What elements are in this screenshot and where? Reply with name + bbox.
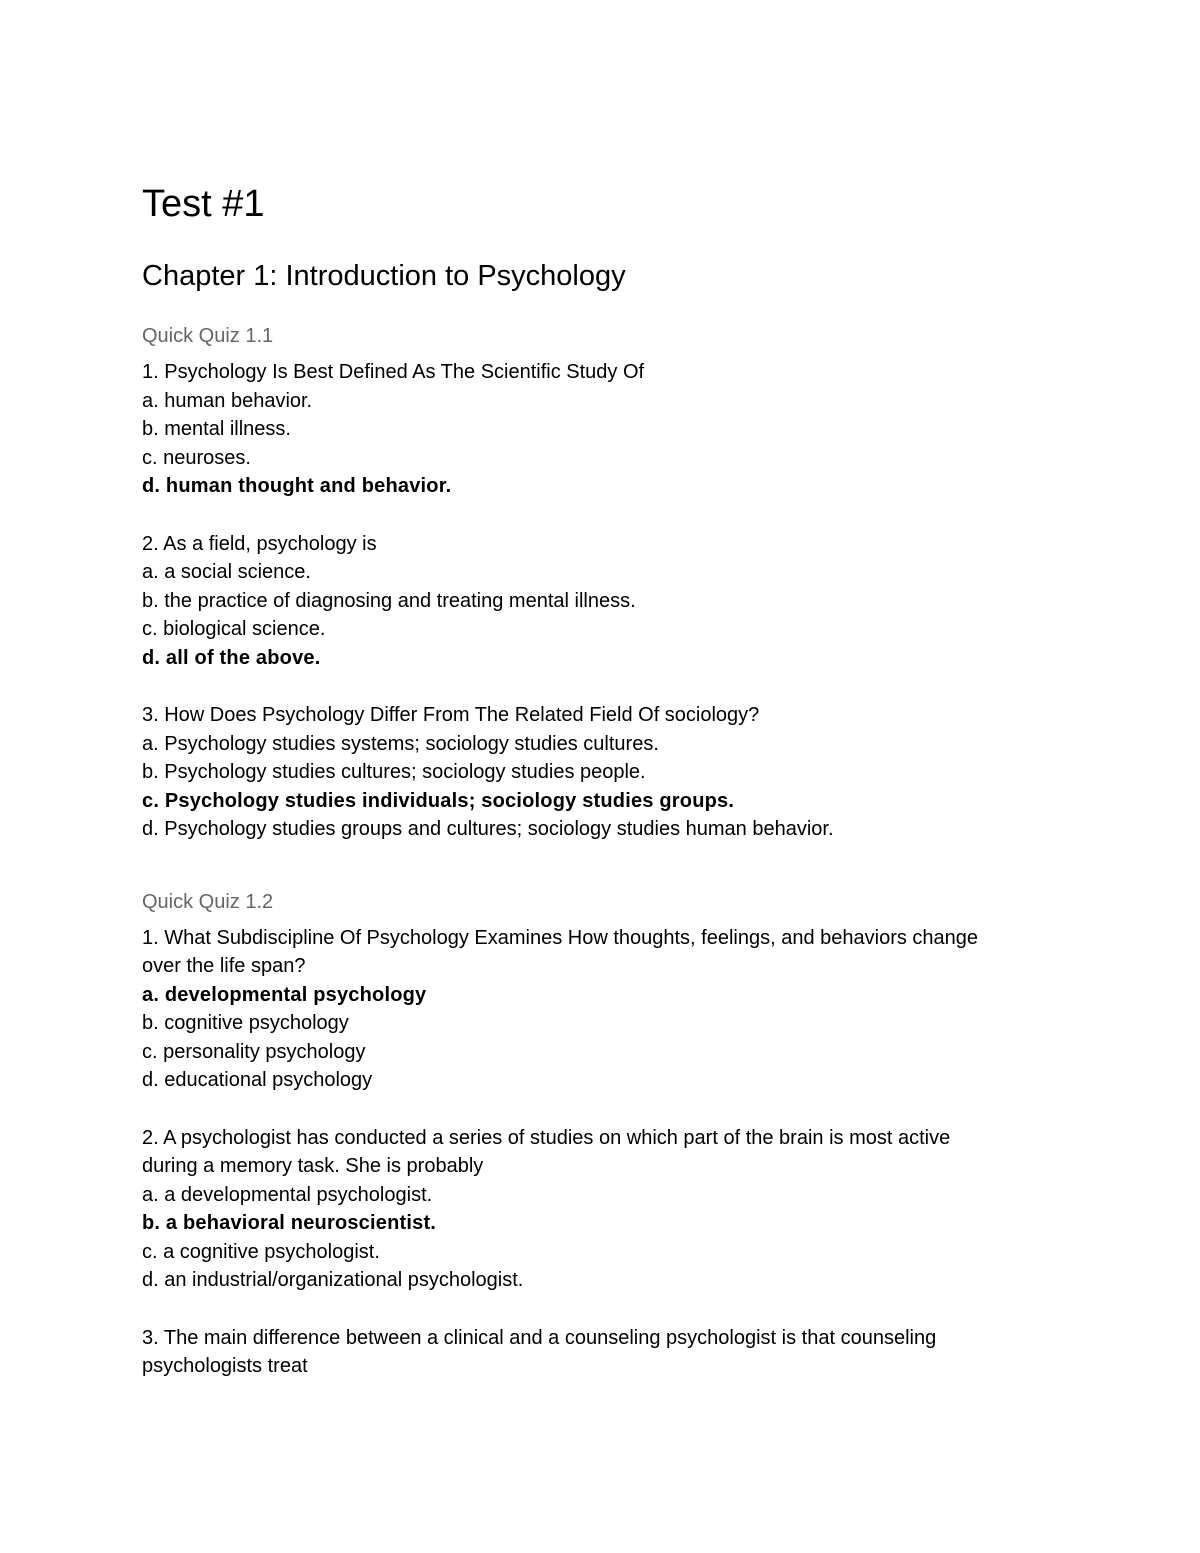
question-stem: 1. What Subdiscipline Of Psychology Examines How thoughts, feelings, and behaviors change	[142, 926, 979, 949]
quiz-heading: Quick Quiz 1.2	[142, 890, 274, 913]
quiz-section-1-2	[142, 888, 1062, 1381]
answer-option-d: d. educational psychology	[142, 1069, 373, 1091]
answer-option-a: a. Psychology studies systems; sociology studies cultures.	[142, 732, 659, 755]
question-stem: 2. As a field, psychology is	[142, 532, 377, 555]
question-stem: 3. How Does Psychology Differ From The Related Field Of sociology?	[142, 704, 760, 726]
answer-option-b: b. Psychology studies cultures; sociology studies people.	[142, 761, 646, 783]
answer-option-c: c. a cognitive psychologist.	[142, 1240, 380, 1263]
correct-answer-option-d: d. human thought and behavior.	[142, 475, 452, 497]
answer-option-b: b. the practice of diagnosing and treating mental illness.	[142, 589, 636, 612]
answer-option-c: c. biological science.	[142, 618, 326, 640]
question-3	[142, 701, 1062, 844]
question-stem-continued: psychologists treat	[142, 1355, 308, 1377]
answer-option-a: a. a developmental psychologist.	[142, 1183, 433, 1206]
answer-option-a: a. human behavior.	[142, 389, 313, 412]
answer-option-d: d. an industrial/organizational psychologist.	[142, 1269, 524, 1291]
correct-answer-option-a: a. developmental psychology	[142, 983, 427, 1006]
question-3	[142, 1324, 1062, 1381]
quiz-heading: Quick Quiz 1.1	[142, 325, 274, 347]
answer-option-c: c. personality psychology	[142, 1040, 366, 1063]
document-title: Test #1	[142, 183, 265, 225]
chapter-title: Chapter 1: Introduction to Psychology	[142, 260, 626, 292]
answer-option-a: a. a social science.	[142, 561, 311, 583]
question-2	[142, 530, 1062, 673]
question-2	[142, 1124, 1062, 1295]
question-stem-continued: during a memory task. She is probably	[142, 1155, 484, 1177]
question-1	[142, 358, 1062, 501]
question-stem-continued: over the life span?	[142, 955, 306, 977]
answer-option-d: d. Psychology studies groups and cultures; sociology studies human behavior.	[142, 818, 834, 840]
correct-answer-option-d: d. all of the above.	[142, 646, 321, 669]
quiz-section-1-1	[142, 322, 1062, 844]
question-stem: 3. The main difference between a clinical and a counseling psychologist is that counseling	[142, 1326, 937, 1349]
question-stem: 2. A psychologist has conducted a series of studies on which part of the brain is most active	[142, 1126, 951, 1149]
question-1	[142, 924, 1062, 1095]
answer-option-b: b. cognitive psychology	[142, 1012, 349, 1034]
correct-answer-option-b: b. a behavioral neuroscientist.	[142, 1212, 437, 1234]
correct-answer-option-c: c. Psychology studies individuals; sociology studies groups.	[142, 789, 735, 812]
answer-option-c: c. neuroses.	[142, 446, 251, 469]
document-page	[142, 178, 1062, 1381]
answer-option-b: b. mental illness.	[142, 418, 291, 440]
question-stem: 1. Psychology Is Best Defined As The Scientific Study Of	[142, 361, 645, 383]
